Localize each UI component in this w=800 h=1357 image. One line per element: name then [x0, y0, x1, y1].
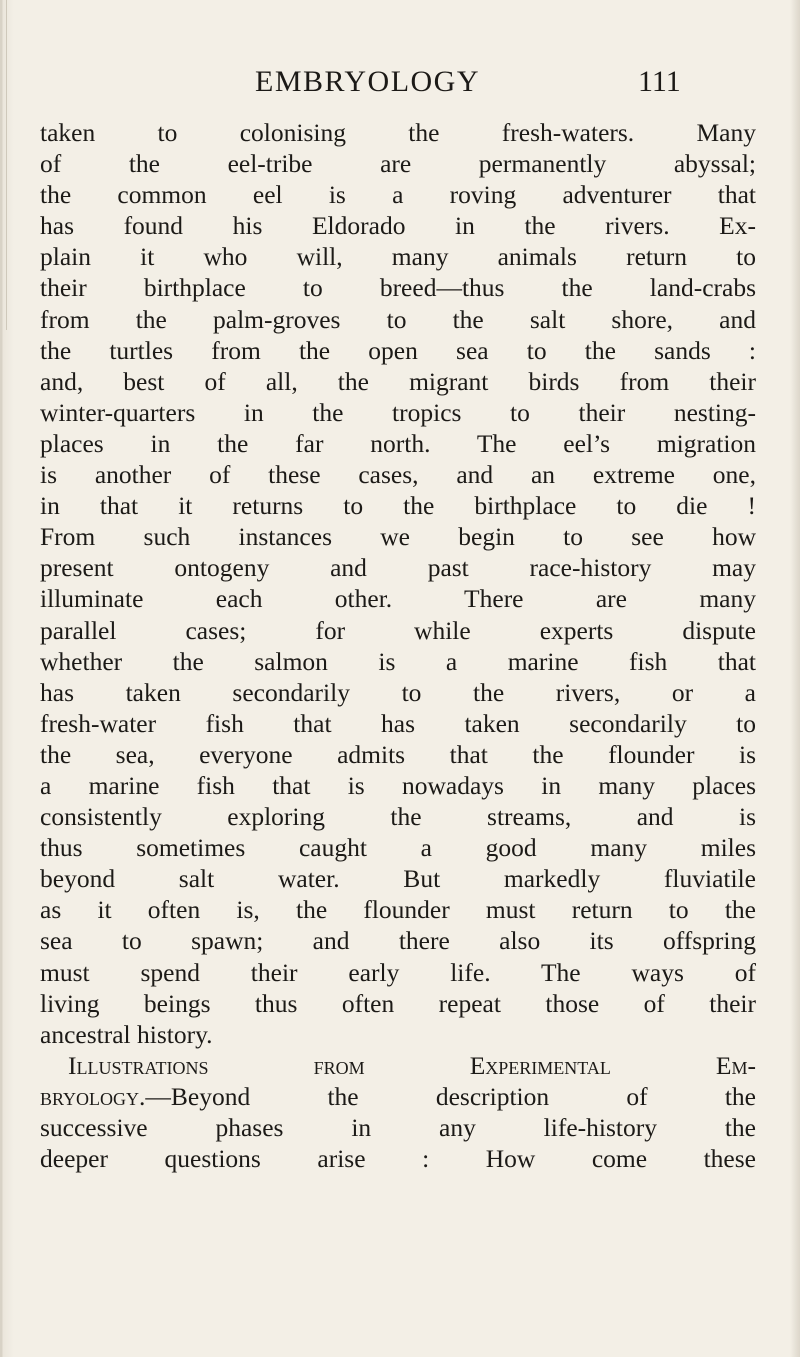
- section-heading-line: [40, 1081, 756, 1112]
- text-line: sea to spawn; and there also its offspring: [40, 926, 756, 956]
- text-line: winter-quarters in the tropics to their nesting-: [40, 397, 756, 427]
- text-line: whether the salmon is a marine fish that: [40, 646, 756, 676]
- section-heading: Illustrations from Experimental Em-: [68, 1050, 756, 1080]
- body-text: [40, 117, 756, 1174]
- text-line: in that it returns to the birthplace to die !: [40, 491, 756, 521]
- text-line: has found his Eldorado in the rivers. Ex-: [40, 211, 756, 241]
- text-line: places in the far north. The eel’s migration: [40, 428, 756, 458]
- section-heading-line: [40, 1050, 756, 1081]
- text-line: from the palm-groves to the salt shore, and: [40, 304, 756, 334]
- text-line: the common eel is a roving adventurer that: [40, 180, 756, 210]
- text-line: the sea, everyone admits that the flounder is: [40, 739, 756, 769]
- text-line: beyond salt water. But markedly fluviatile: [40, 864, 756, 894]
- text-line: and, best of all, the migrant birds from their: [40, 366, 756, 396]
- text-line: the turtles from the open sea to the sands :: [40, 335, 756, 365]
- text-line: parallel cases; for while experts dispute: [40, 615, 756, 645]
- text-line: From such instances we begin to see how: [40, 522, 756, 552]
- section-text: —Beyond the description of the: [145, 1081, 756, 1111]
- text-line: successive phases in any life-history the: [40, 1113, 756, 1142]
- text-line: as it often is, the flounder must return to the: [40, 895, 756, 925]
- text-line: thus sometimes caught a good many miles: [40, 833, 756, 863]
- text-line: must spend their early life. The ways of: [40, 957, 756, 987]
- text-line: a marine fish that is nowadays in many places: [40, 770, 756, 800]
- text-line: taken to colonising the fresh-waters. Many: [40, 118, 756, 147]
- section-heading-continued: bryology.: [40, 1081, 146, 1111]
- text-line: has taken secondarily to the rivers, or a: [40, 677, 756, 707]
- text-line: living beings thus often repeat those of their: [40, 988, 756, 1018]
- text-line: deeper questions arise : How come these: [40, 1144, 756, 1174]
- page-gutter-line: [6, 0, 7, 330]
- text-line: fresh-water fish that has taken secondarily to: [40, 708, 756, 738]
- running-header: [0, 62, 800, 102]
- text-line: of the eel-tribe are permanently abyssal;: [40, 149, 756, 179]
- page-gutter-shadow: [0, 0, 14, 1357]
- text-line: ancestral history.: [40, 1019, 213, 1049]
- text-line: their birthplace to breed—thus the land-crabs: [40, 273, 756, 303]
- running-title: EMBRYOLOGY: [255, 65, 481, 98]
- text-line: is another of these cases, and an extreme one,: [40, 460, 756, 490]
- text-line: plain it who will, many animals return to: [40, 242, 756, 272]
- page-edge-shadow: [790, 0, 800, 1357]
- text-line: present ontogeny and past race-history may: [40, 553, 756, 583]
- text-line: consistently exploring the streams, and is: [40, 802, 756, 832]
- text-line: illuminate each other. There are many: [40, 584, 756, 614]
- page-number: 111: [638, 65, 681, 98]
